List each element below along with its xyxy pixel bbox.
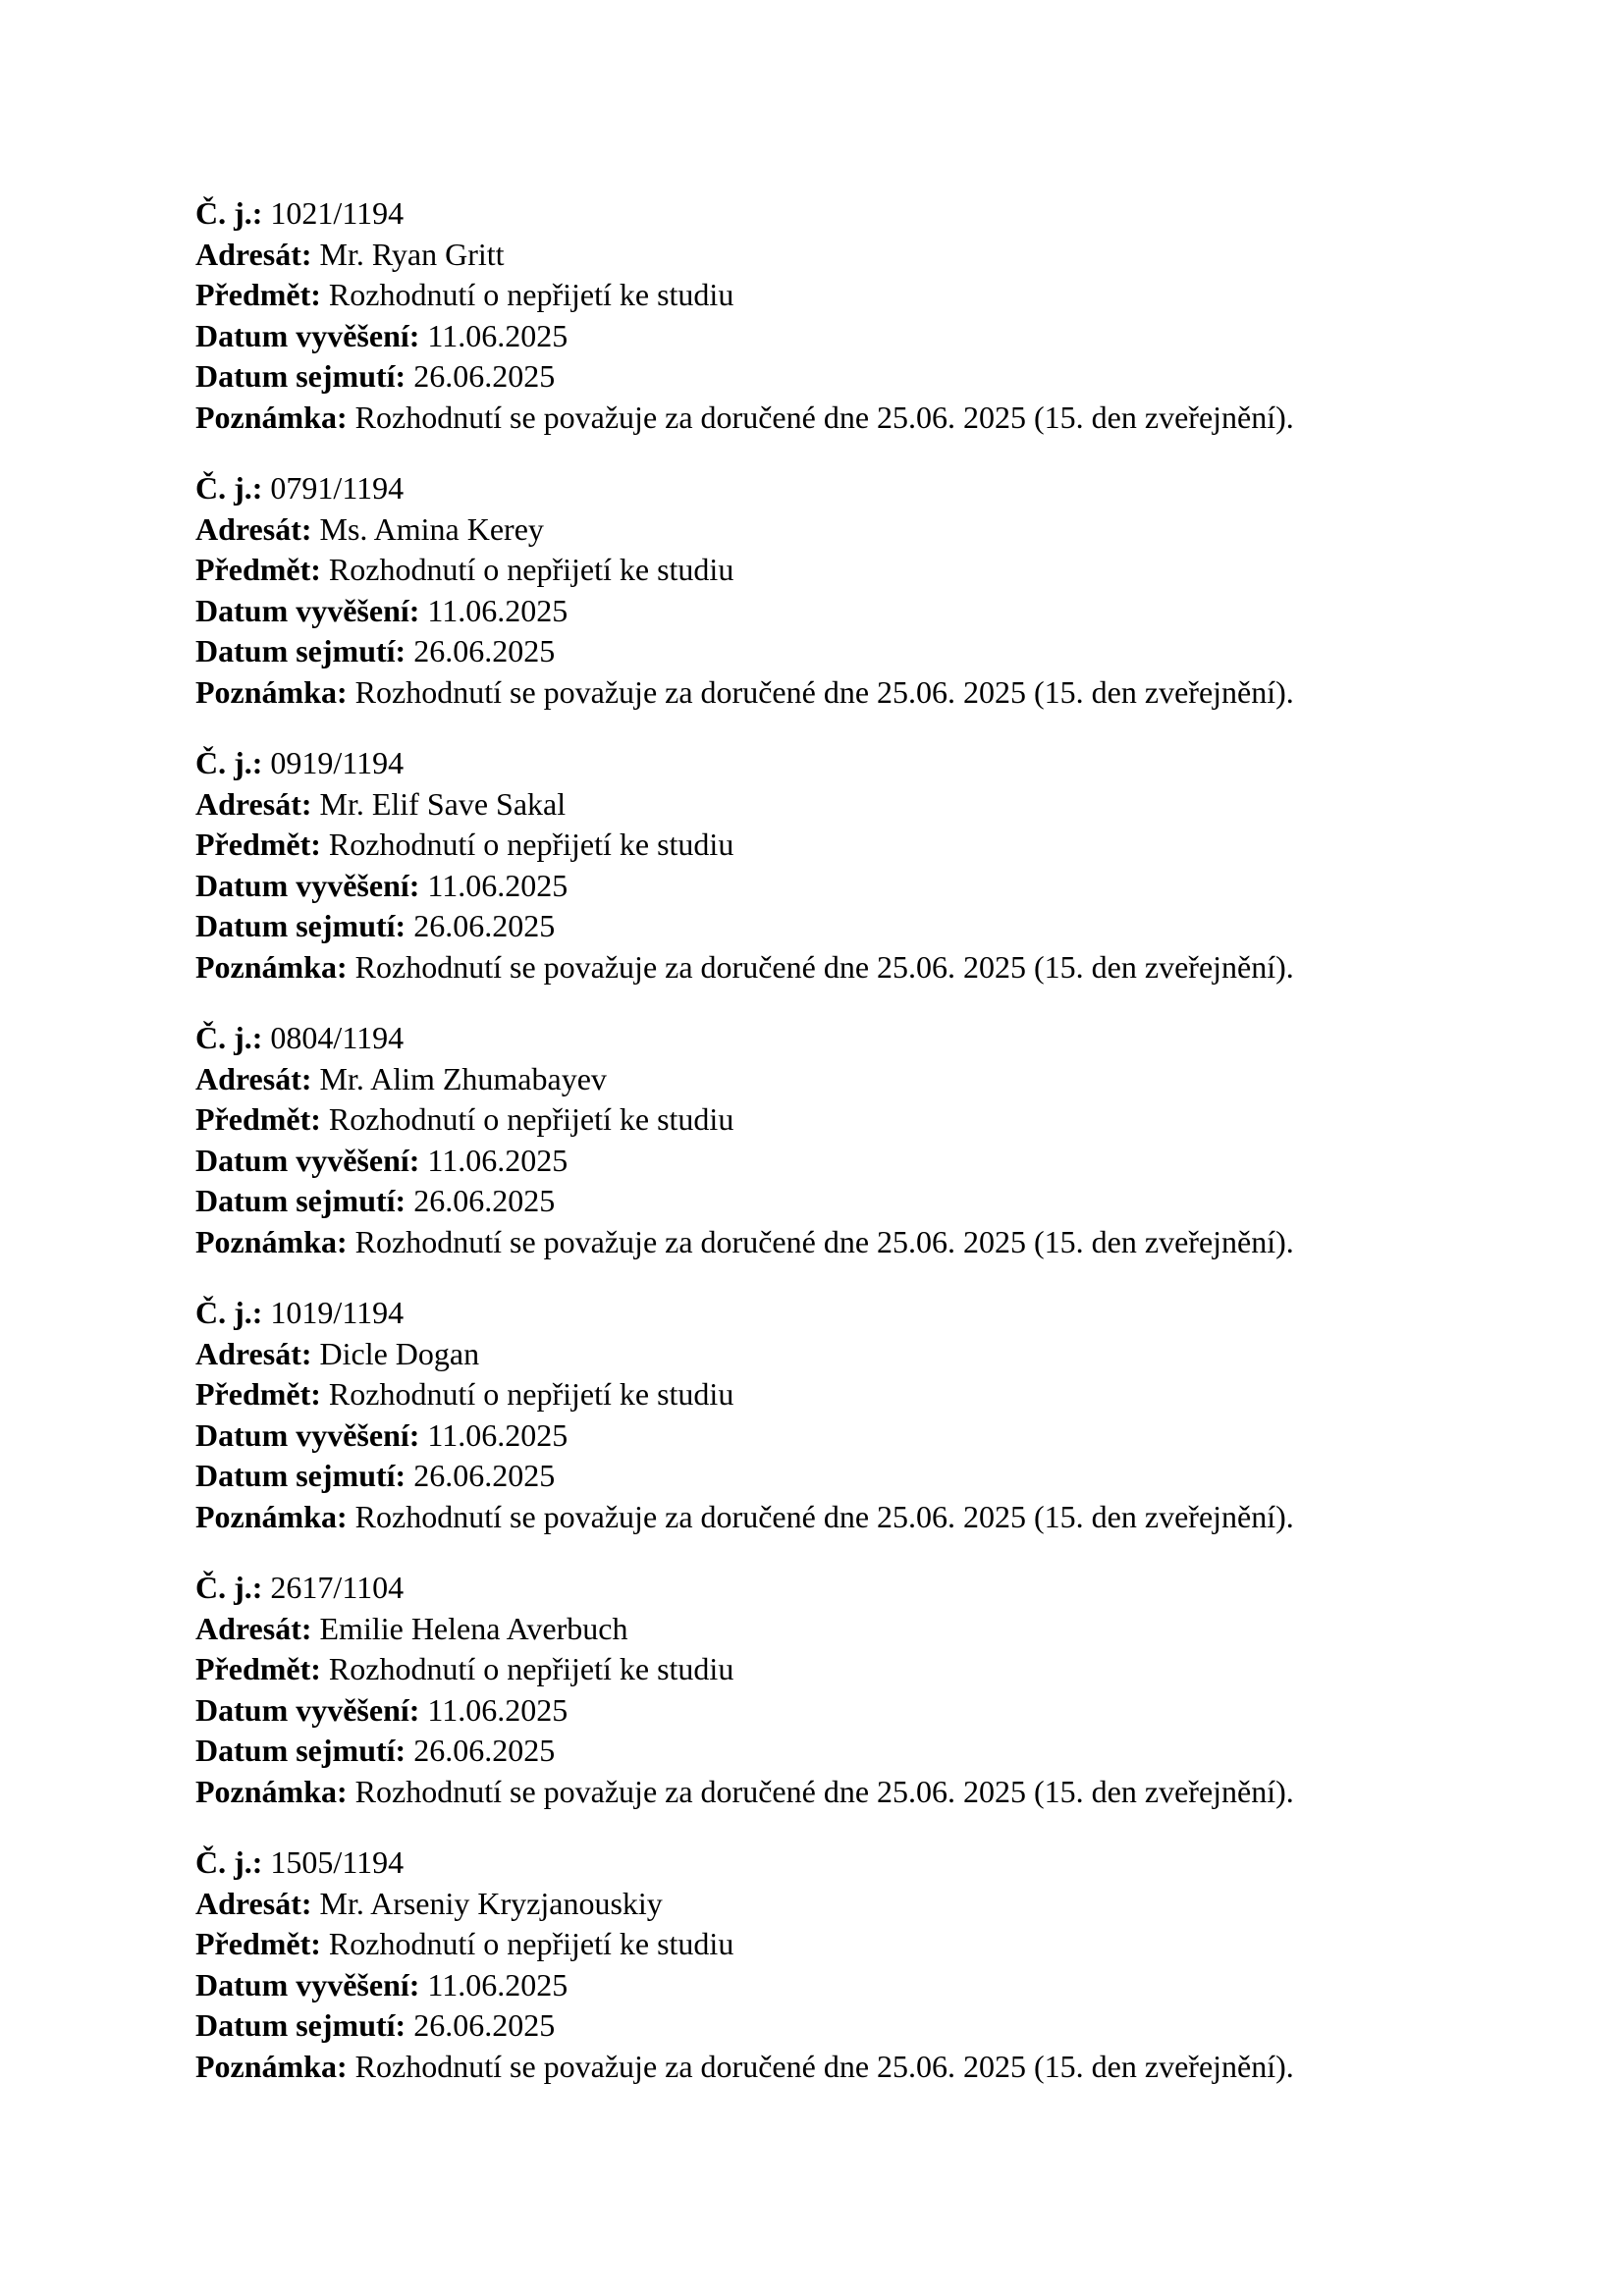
posted-date-value: 11.06.2025 [427, 867, 568, 903]
reference-number-label: Č. j.: [195, 470, 263, 506]
reference-number-label: Č. j.: [195, 1020, 263, 1055]
reference-number-value: 1505/1194 [270, 1844, 405, 1880]
removal-date-value: 26.06.2025 [413, 1458, 556, 1493]
posted-date-label: Datum vyvěšení: [195, 1966, 420, 2002]
addressee-label: Adresát: [195, 785, 312, 822]
subject-label: Předmět: [195, 1926, 321, 1961]
reference-number-line [195, 743, 1472, 784]
notice-entry [195, 193, 1472, 438]
removal-date-line [195, 1181, 1472, 1222]
subject-value: Rozhodnutí o nepřijetí ke studiu [328, 552, 734, 587]
addressee-value: Emilie Helena Averbuch [319, 1610, 628, 1646]
note-label: Poznámka: [195, 2048, 348, 2084]
subject-value: Rozhodnutí o nepřijetí ke studiu [328, 1651, 734, 1686]
addressee-line [195, 235, 1472, 276]
posted-date-line [195, 1141, 1472, 1182]
posted-date-line [195, 316, 1472, 357]
addressee-value: Dicle Dogan [319, 1335, 480, 1371]
removal-date-line [195, 906, 1472, 947]
reference-number-value: 2617/1104 [270, 1570, 405, 1605]
posted-date-value: 11.06.2025 [427, 592, 568, 628]
reference-number-value: 0804/1194 [270, 1020, 405, 1055]
notice-entry [195, 1842, 1472, 2087]
note-value: Rozhodnutí se považuje za doručené dne 25.06. 2025 (15. den zveřejnění). [354, 399, 1294, 435]
removal-date-label: Datum sejmutí: [195, 2007, 406, 2043]
notice-entry [195, 1018, 1472, 1262]
removal-date-value: 26.06.2025 [413, 358, 556, 394]
note-value: Rozhodnutí se považuje za doručené dne 25.06. 2025 (15. den zveřejnění). [354, 2048, 1294, 2084]
note-line [195, 2047, 1472, 2088]
note-label: Poznámka: [195, 948, 348, 985]
addressee-value: Mr. Elif Save Sakal [319, 785, 567, 822]
removal-date-value: 26.06.2025 [413, 1733, 556, 1768]
posted-date-line [195, 1965, 1472, 2006]
subject-line [195, 825, 1472, 866]
posted-date-line [195, 866, 1472, 907]
note-value: Rozhodnutí se považuje za doručené dne 25.06. 2025 (15. den zveřejnění). [354, 1223, 1294, 1259]
removal-date-label: Datum sejmutí: [195, 908, 406, 943]
reference-number-label: Č. j.: [195, 195, 263, 231]
removal-date-label: Datum sejmutí: [195, 1458, 406, 1493]
addressee-value: Mr. Alim Zhumabayev [319, 1060, 607, 1096]
addressee-label: Adresát: [195, 236, 312, 272]
reference-number-line [195, 468, 1472, 509]
reference-number-label: Č. j.: [195, 745, 263, 780]
subject-value: Rozhodnutí o nepřijetí ke studiu [328, 827, 734, 862]
addressee-line [195, 1334, 1472, 1375]
removal-date-line [195, 356, 1472, 398]
addressee-label: Adresát: [195, 1060, 312, 1096]
posted-date-line [195, 591, 1472, 632]
reference-number-label: Č. j.: [195, 1295, 263, 1330]
subject-label: Předmět: [195, 827, 321, 862]
note-label: Poznámka: [195, 673, 348, 710]
subject-line [195, 1374, 1472, 1415]
notice-entry [195, 1293, 1472, 1537]
posted-date-line [195, 1415, 1472, 1457]
removal-date-label: Datum sejmutí: [195, 1733, 406, 1768]
addressee-value: Mr. Ryan Gritt [319, 236, 505, 272]
note-line [195, 947, 1472, 988]
addressee-label: Adresát: [195, 1610, 312, 1646]
reference-number-line [195, 193, 1472, 235]
note-value: Rozhodnutí se považuje za doručené dne 25.06. 2025 (15. den zveřejnění). [354, 948, 1294, 985]
removal-date-label: Datum sejmutí: [195, 358, 406, 394]
removal-date-line [195, 1456, 1472, 1497]
posted-date-value: 11.06.2025 [427, 1142, 568, 1178]
subject-label: Předmět: [195, 1101, 321, 1137]
subject-line [195, 1099, 1472, 1141]
removal-date-line [195, 631, 1472, 672]
subject-value: Rozhodnutí o nepřijetí ke studiu [328, 1926, 734, 1961]
subject-line [195, 1924, 1472, 1965]
notice-entry [195, 1568, 1472, 1812]
addressee-line [195, 1609, 1472, 1650]
posted-date-line [195, 1690, 1472, 1732]
reference-number-line [195, 1018, 1472, 1059]
reference-number-value: 1021/1194 [270, 195, 405, 231]
removal-date-value: 26.06.2025 [413, 1183, 556, 1218]
subject-label: Předmět: [195, 1376, 321, 1412]
note-line [195, 1772, 1472, 1813]
reference-number-line [195, 1568, 1472, 1609]
subject-line [195, 550, 1472, 591]
subject-label: Předmět: [195, 552, 321, 587]
note-label: Poznámka: [195, 1223, 348, 1259]
notice-list [195, 193, 1472, 2117]
posted-date-label: Datum vyvěšení: [195, 1416, 420, 1453]
reference-number-label: Č. j.: [195, 1844, 263, 1880]
posted-date-label: Datum vyvěšení: [195, 1691, 420, 1728]
reference-number-value: 0919/1194 [270, 745, 405, 780]
removal-date-line [195, 2005, 1472, 2047]
removal-date-line [195, 1731, 1472, 1772]
note-line [195, 1497, 1472, 1538]
addressee-value: Mr. Arseniy Kryzjanouskiy [319, 1885, 663, 1921]
addressee-line [195, 784, 1472, 826]
removal-date-label: Datum sejmutí: [195, 1183, 406, 1218]
removal-date-label: Datum sejmutí: [195, 633, 406, 668]
subject-value: Rozhodnutí o nepřijetí ke studiu [328, 277, 734, 312]
posted-date-label: Datum vyvěšení: [195, 592, 420, 628]
posted-date-value: 11.06.2025 [427, 1966, 568, 2002]
subject-label: Předmět: [195, 277, 321, 312]
note-line [195, 672, 1472, 714]
note-line [195, 398, 1472, 439]
note-label: Poznámka: [195, 1498, 348, 1534]
reference-number-value: 0791/1194 [270, 470, 405, 506]
removal-date-value: 26.06.2025 [413, 2007, 556, 2043]
reference-number-value: 1019/1194 [270, 1295, 405, 1330]
note-value: Rozhodnutí se považuje za doručené dne 25.06. 2025 (15. den zveřejnění). [354, 1498, 1294, 1534]
addressee-label: Adresát: [195, 1885, 312, 1921]
note-label: Poznámka: [195, 399, 348, 435]
reference-number-label: Č. j.: [195, 1570, 263, 1605]
notice-entry [195, 468, 1472, 713]
reference-number-line [195, 1842, 1472, 1884]
note-line [195, 1222, 1472, 1263]
note-value: Rozhodnutí se považuje za doručené dne 25.06. 2025 (15. den zveřejnění). [354, 673, 1294, 710]
posted-date-label: Datum vyvěšení: [195, 1142, 420, 1178]
note-label: Poznámka: [195, 1773, 348, 1809]
posted-date-label: Datum vyvěšení: [195, 317, 420, 353]
posted-date-value: 11.06.2025 [427, 1416, 568, 1453]
subject-value: Rozhodnutí o nepřijetí ke studiu [328, 1101, 734, 1137]
addressee-label: Adresát: [195, 510, 312, 547]
note-value: Rozhodnutí se považuje za doručené dne 25.06. 2025 (15. den zveřejnění). [354, 1773, 1294, 1809]
addressee-line [195, 1884, 1472, 1925]
reference-number-line [195, 1293, 1472, 1334]
notice-entry [195, 743, 1472, 988]
subject-line [195, 1649, 1472, 1690]
subject-label: Předmět: [195, 1651, 321, 1686]
addressee-line [195, 509, 1472, 551]
posted-date-value: 11.06.2025 [427, 317, 568, 353]
removal-date-value: 26.06.2025 [413, 633, 556, 668]
addressee-value: Ms. Amina Kerey [319, 510, 544, 547]
subject-value: Rozhodnutí o nepřijetí ke studiu [328, 1376, 734, 1412]
addressee-label: Adresát: [195, 1335, 312, 1371]
removal-date-value: 26.06.2025 [413, 908, 556, 943]
addressee-line [195, 1059, 1472, 1100]
posted-date-label: Datum vyvěšení: [195, 867, 420, 903]
posted-date-value: 11.06.2025 [427, 1691, 568, 1728]
subject-line [195, 275, 1472, 316]
